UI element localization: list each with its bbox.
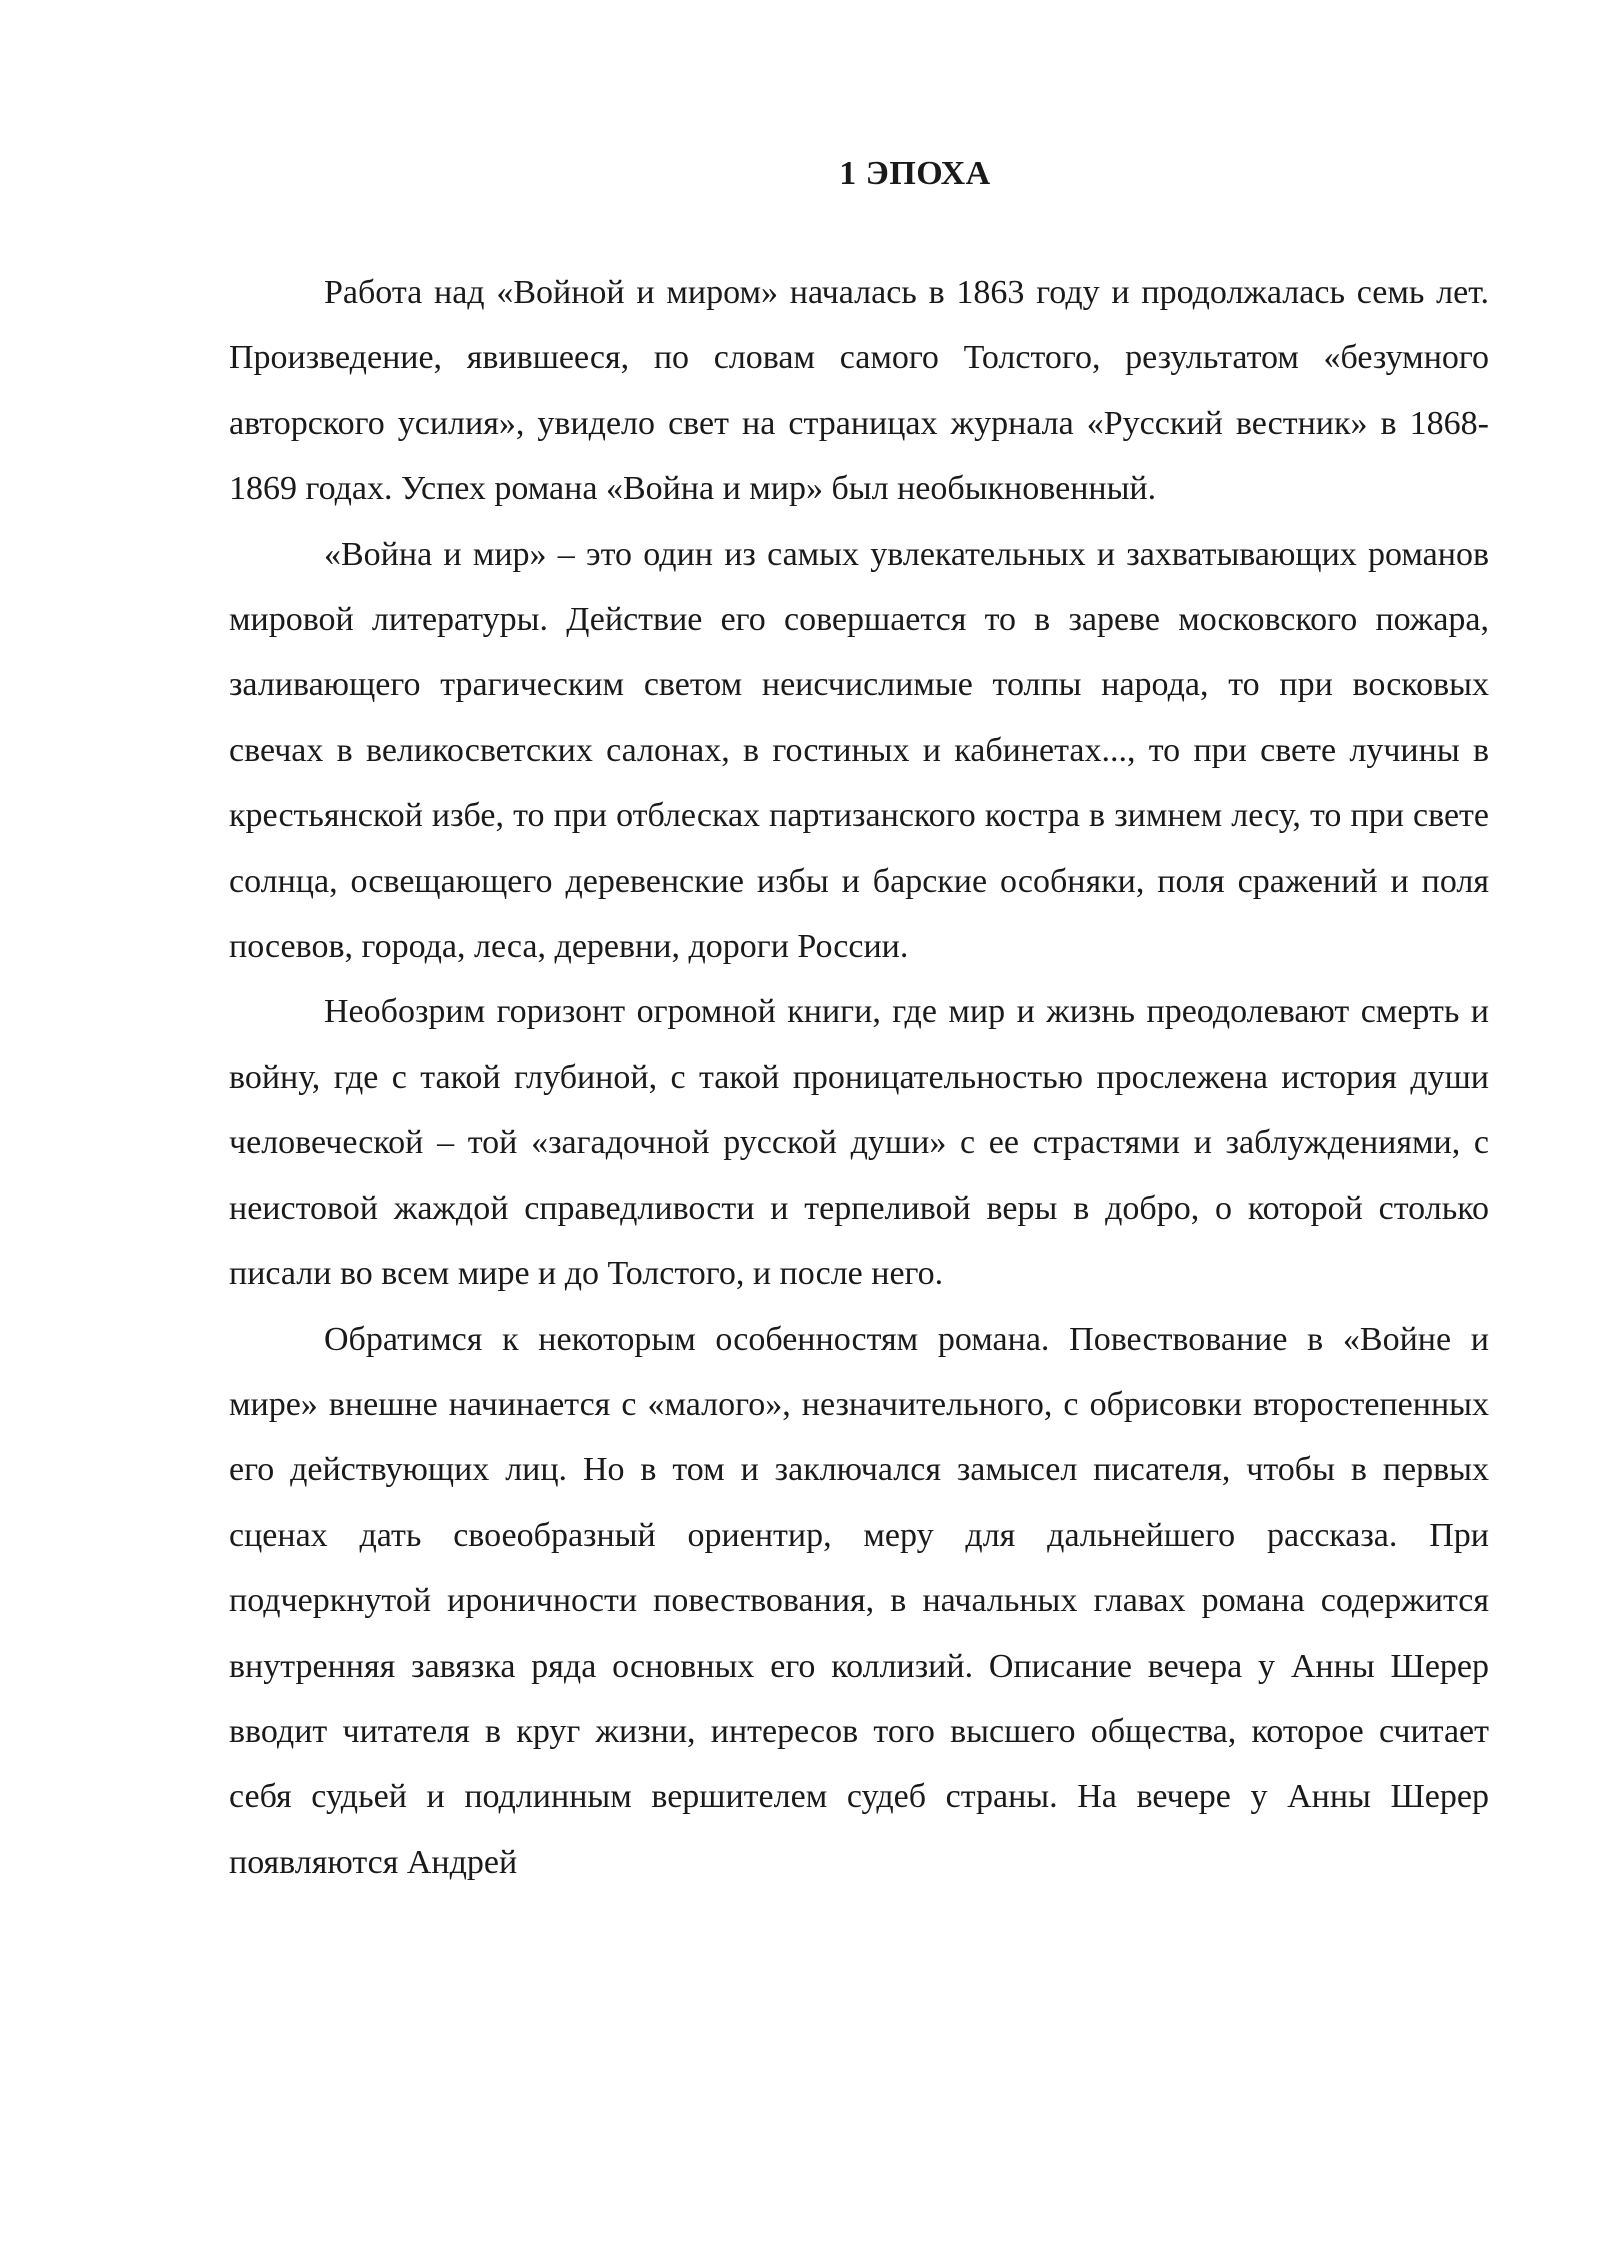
paragraph: Необозрим горизонт огромной книги, где мир и жизнь преодолевают смерть и войну, где с такой глубиной, с такой проницательностью прослежена история души человеческой – той «загадочной русской души» с ее страстями и заблуждениями, с неистовой жаждой справедливости и терпеливой веры в добро, о которой столько писали во всем мире и до Толстого, и после него. bbox=[229, 993, 1489, 1293]
document-body bbox=[229, 148, 1489, 1895]
paragraph: Обратимся к некоторым особенностям романа. Повествование в «Войне и мире» внешне начинается с «малого», незначительного, с обрисовки второстепенных его действующих лиц. Но в том и заключался замысел писателя, чтобы в первых сценах дать своеобразный ориентир, меру для дальнейшего рассказа. При подчеркнутой ироничности повествования, в начальных главах романа содержится внутренняя завязка ряда основных его коллизий. Описание вечера у Анны Шерер вводит читателя в круг жизни, интересов того высшего общества, которое считает себя судьей и подлинным вершителем судеб страны. На вечере у Анны Шерер появляются Андрей bbox=[229, 1320, 1489, 1881]
paragraph: «Война и мир» – это один из самых увлекательных и захватывающих романов мировой литературы. Действие его совершается то в зареве московского пожара, заливающего трагическим светом неисчислимые толпы народа, то при восковых свечах в великосветских салонах, в гостиных и кабинетах..., то при свете лучины в крестьянской избе, то при отблесках партизанского костра в зимнем лесу, то при свете солнца, освещающего деревенские избы и барские особняки, поля сражений и поля посевов, города, леса, деревни, дороги России. bbox=[229, 535, 1489, 966]
paragraph: Работа над «Войной и миром» началась в 1863 году и продолжалась семь лет. Произведение, явившееся, по словам самого Толстого, результатом «безумного авторского усилия», увидело свет на страницах журнала «Русский вестник» в 1868-1869 годах. Успех романа «Война и мир» был необыкновенный. bbox=[229, 274, 1489, 508]
chapter-title: 1 ЭПОХА bbox=[839, 155, 991, 192]
